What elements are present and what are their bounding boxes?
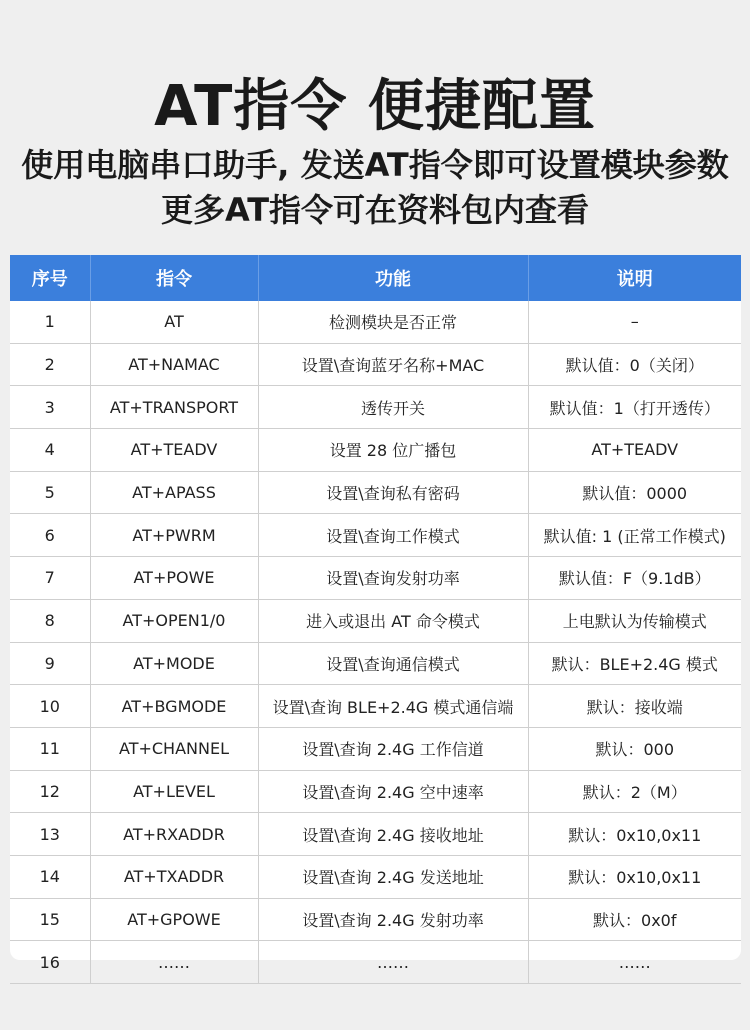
table-row (10, 429, 741, 472)
cell-function: 进入或退出 AT 命令模式 (258, 599, 528, 642)
cell-command: …… (90, 941, 258, 984)
cell-function: 设置\查询 2.4G 工作信道 (258, 727, 528, 770)
cell-command: AT+POWE (90, 557, 258, 600)
table-row (10, 941, 741, 984)
cell-command: AT+CHANNEL (90, 727, 258, 770)
table-row (10, 685, 741, 728)
cell-index: 10 (10, 685, 90, 728)
cell-description: – (528, 301, 741, 343)
subtitle-line-1: 使用电脑串口助手, 发送AT指令即可设置模块参数 (21, 146, 729, 184)
cell-command: AT+BGMODE (90, 685, 258, 728)
cell-description: 默认值：0（关闭） (528, 343, 741, 386)
at-command-table (10, 255, 741, 972)
cell-index: 4 (10, 429, 90, 472)
cell-command: AT+OPEN1/0 (90, 599, 258, 642)
cell-index: 3 (10, 386, 90, 429)
table-row (10, 386, 741, 429)
cell-description: 默认值：F（9.1dB） (528, 557, 741, 600)
cell-description: 默认：000 (528, 727, 741, 770)
cell-command: AT+TRANSPORT (90, 386, 258, 429)
cell-description: 默认：0x0f (528, 898, 741, 941)
cell-index: 7 (10, 557, 90, 600)
cell-index: 16 (10, 941, 90, 984)
cell-command: AT (90, 301, 258, 343)
table-row (10, 727, 741, 770)
cell-command: AT+TEADV (90, 429, 258, 472)
cell-index: 11 (10, 727, 90, 770)
table-row (10, 813, 741, 856)
cell-index: 8 (10, 599, 90, 642)
cell-command: AT+APASS (90, 471, 258, 514)
table-row (10, 855, 741, 898)
table-row (10, 557, 741, 600)
table-row (10, 642, 741, 685)
cell-command: AT+GPOWE (90, 898, 258, 941)
cell-function: 设置 28 位广播包 (258, 429, 528, 472)
cell-command: AT+PWRM (90, 514, 258, 557)
cell-description: 默认：0x10,0x11 (528, 855, 741, 898)
cell-function: 设置\查询蓝牙名称+MAC (258, 343, 528, 386)
cell-function: 设置\查询 2.4G 发射功率 (258, 898, 528, 941)
column-header-description: 说明 (528, 255, 741, 301)
table-row (10, 471, 741, 514)
cell-command: AT+TXADDR (90, 855, 258, 898)
cell-index: 5 (10, 471, 90, 514)
cell-description: …… (528, 941, 741, 984)
cell-command: AT+RXADDR (90, 813, 258, 856)
page-title: AT指令 便捷配置 (154, 74, 596, 139)
cell-description: 默认：2（M） (528, 770, 741, 813)
cell-description: 默认值: 1 (正常工作模式) (528, 514, 741, 557)
cell-function: 设置\查询私有密码 (258, 471, 528, 514)
cell-description: 默认：BLE+2.4G 模式 (528, 642, 741, 685)
cell-function: 设置\查询 2.4G 发送地址 (258, 855, 528, 898)
cell-index: 13 (10, 813, 90, 856)
table-row (10, 770, 741, 813)
cell-index: 2 (10, 343, 90, 386)
cell-description: 默认：0x10,0x11 (528, 813, 741, 856)
cell-function: 设置\查询 2.4G 空中速率 (258, 770, 528, 813)
cell-function: 设置\查询 2.4G 接收地址 (258, 813, 528, 856)
cell-function: 透传开关 (258, 386, 528, 429)
table-row (10, 599, 741, 642)
table-row (10, 343, 741, 386)
cell-description: 上电默认为传输模式 (528, 599, 741, 642)
cell-index: 1 (10, 301, 90, 343)
table-row (10, 514, 741, 557)
cell-function: 设置\查询 BLE+2.4G 模式通信端 (258, 685, 528, 728)
cell-index: 9 (10, 642, 90, 685)
cell-description: 默认值：1（打开透传） (528, 386, 741, 429)
cell-index: 14 (10, 855, 90, 898)
cell-function: 检测模块是否正常 (258, 301, 528, 343)
cell-function: 设置\查询工作模式 (258, 514, 528, 557)
cell-function: 设置\查询发射功率 (258, 557, 528, 600)
cell-function: …… (258, 941, 528, 984)
table-header-row (10, 255, 741, 301)
cell-command: AT+NAMAC (90, 343, 258, 386)
cell-function: 设置\查询通信模式 (258, 642, 528, 685)
cell-description: AT+TEADV (528, 429, 741, 472)
table-row (10, 301, 741, 343)
cell-index: 6 (10, 514, 90, 557)
cell-index: 12 (10, 770, 90, 813)
cell-description: 默认值：0000 (528, 471, 741, 514)
cell-description: 默认：接收端 (528, 685, 741, 728)
column-header-command: 指令 (90, 255, 258, 301)
column-header-index: 序号 (10, 255, 90, 301)
subtitle-line-2: 更多AT指令可在资料包内查看 (160, 191, 590, 229)
cell-command: AT+LEVEL (90, 770, 258, 813)
table-row (10, 898, 741, 941)
column-header-function: 功能 (258, 255, 528, 301)
cell-index: 15 (10, 898, 90, 941)
cell-command: AT+MODE (90, 642, 258, 685)
